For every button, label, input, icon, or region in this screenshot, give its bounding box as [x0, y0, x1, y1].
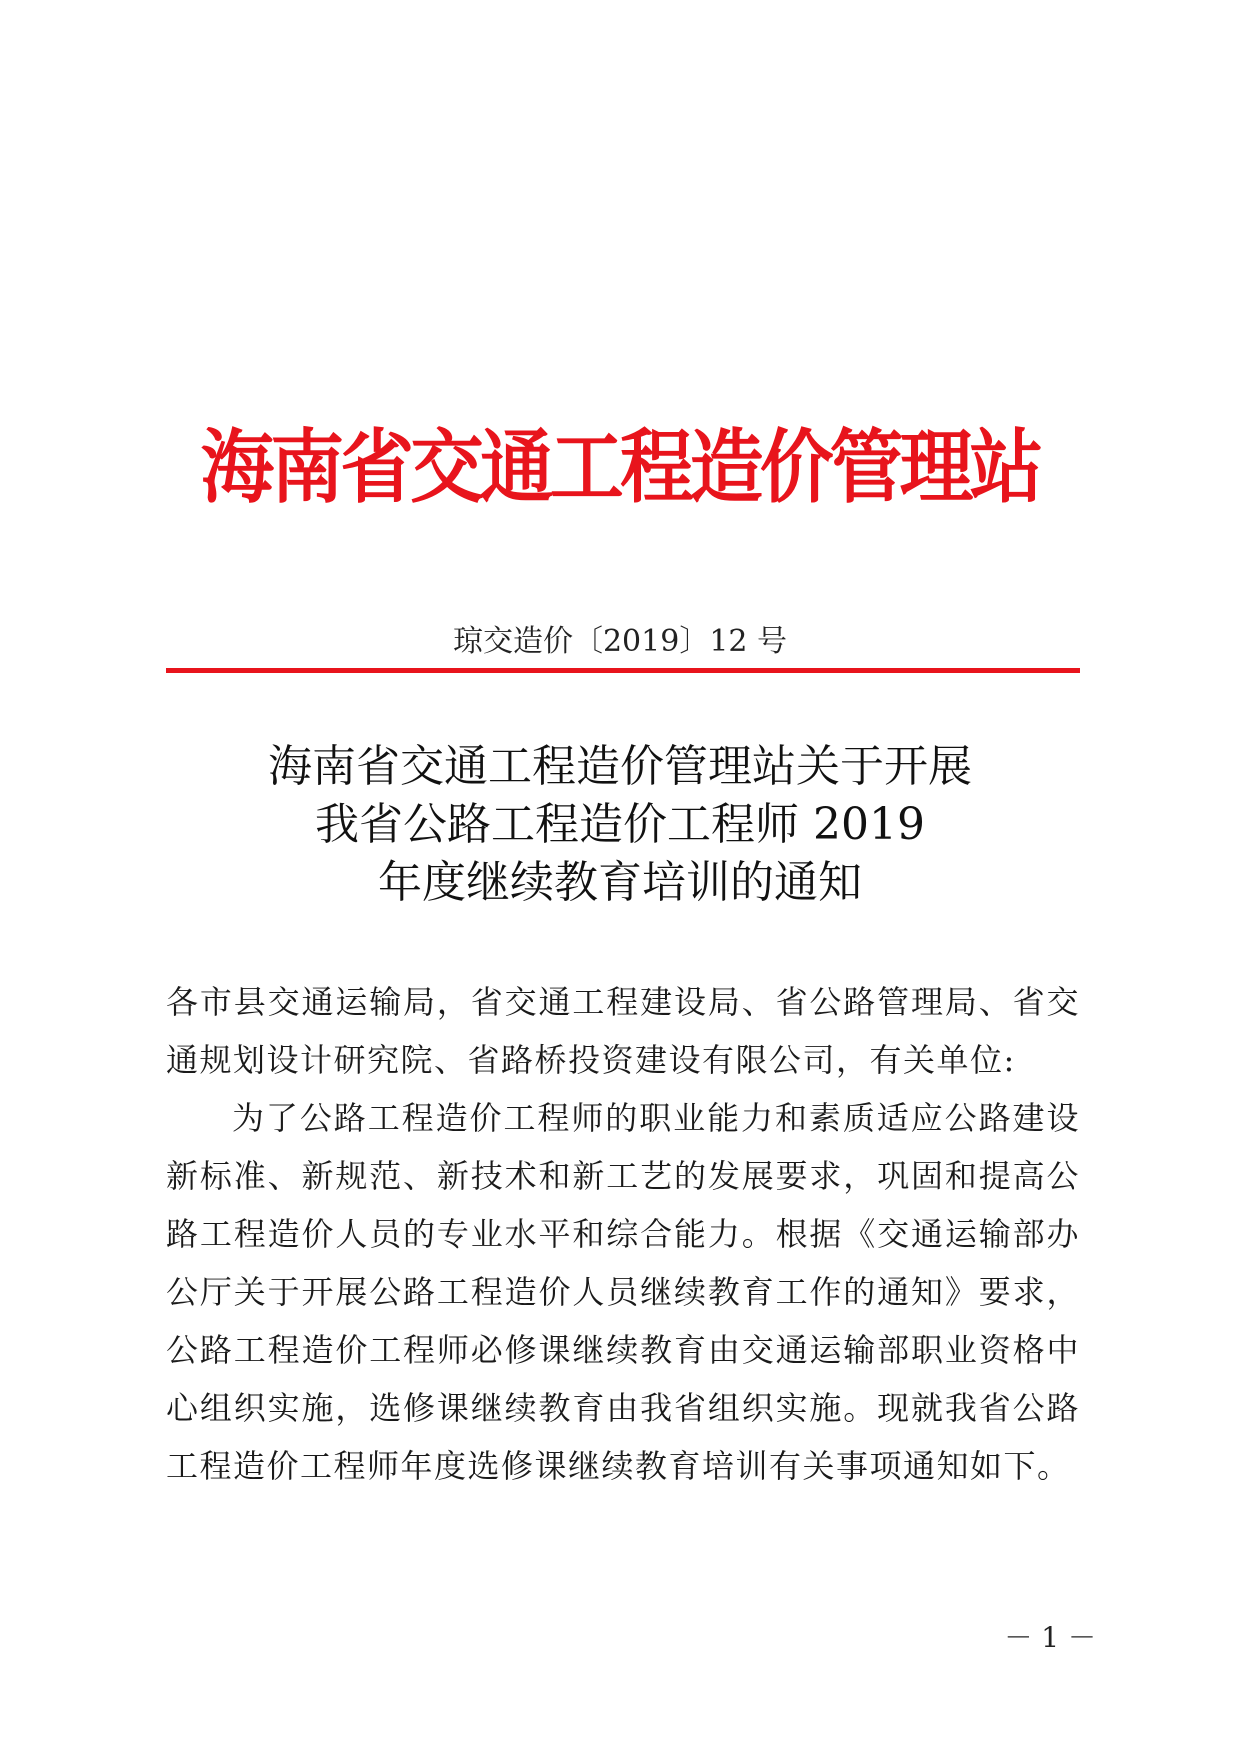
red-divider-line — [166, 668, 1080, 673]
notice-title-line-1: 海南省交通工程造价管理站关于开展 — [268, 741, 972, 792]
document-number: 琼交造价〔2019〕12 号 — [452, 624, 788, 659]
notice-body — [166, 973, 1080, 1495]
body-paragraph-1: 为了公路工程造价工程师的职业能力和素质适应公路建设新标准、新规范、新技术和新工艺的发展要求，巩固和提高公路工程造价人员的专业水平和综合能力。根据《交通运输部办公厅关于开展公路工程造价人员继续教育工作的通知》要求，公路工程造价工程师必修课继续教育由交通运输部职业资格中心组织实施，选修课继续教育由我省组织实施。现就我省公路工程造价工程师年度选修课继续教育培训有关事项通知如下。 — [166, 1099, 1080, 1485]
page-number: － 1 － — [1004, 1621, 1096, 1654]
issuing-organization-title: 海南省交通工程造价管理站 — [200, 421, 1040, 514]
notice-title — [0, 738, 1240, 912]
notice-title-line-2: 我省公路工程造价工程师 2019 — [315, 799, 925, 850]
salutation: 各市县交通运输局，省交通工程建设局、省公路管理局、省交通规划设计研究院、省路桥投资建设有限公司，有关单位: — [166, 983, 1080, 1079]
notice-title-line-3: 年度继续教育培训的通知 — [378, 857, 862, 908]
